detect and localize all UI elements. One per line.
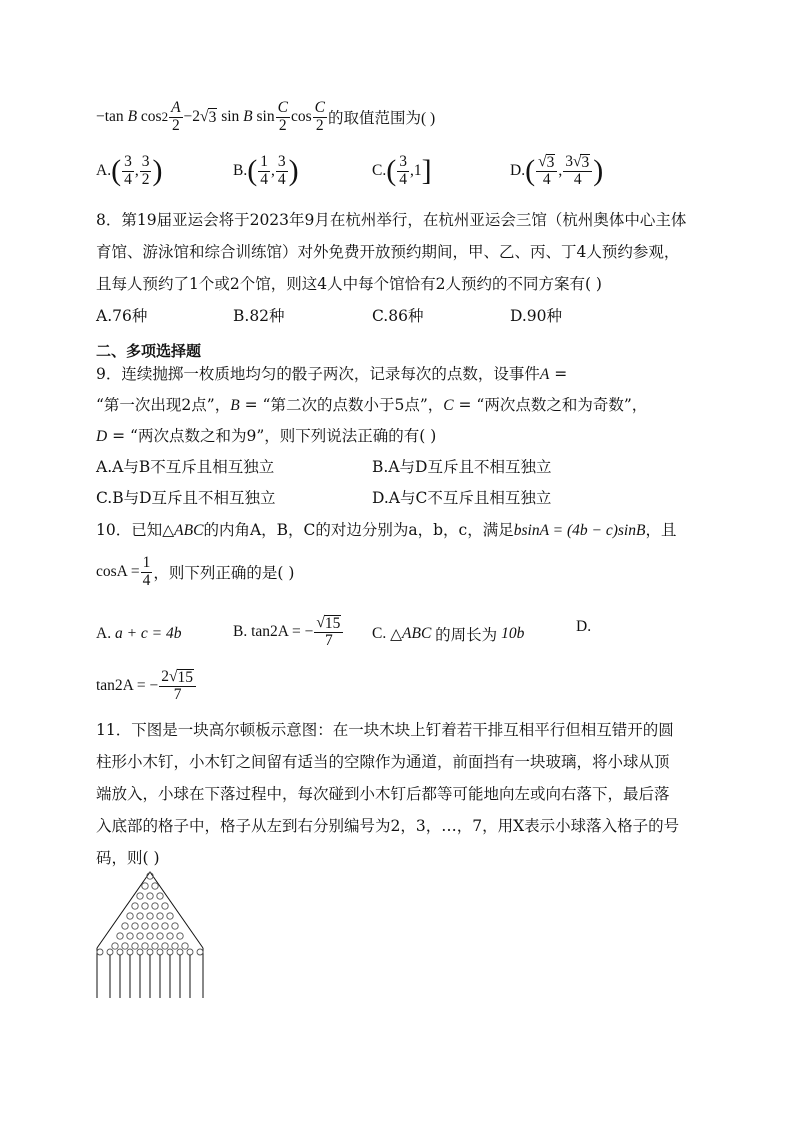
galton-peg xyxy=(117,933,123,939)
galton-peg xyxy=(167,933,173,939)
galton-board-figure xyxy=(93,868,213,1000)
galton-peg xyxy=(97,949,103,955)
galton-peg xyxy=(122,943,128,949)
galton-peg xyxy=(137,893,143,899)
galton-peg xyxy=(112,943,118,949)
galton-peg xyxy=(147,949,153,955)
q10-option-d-label: D. xyxy=(576,618,592,635)
galton-peg xyxy=(142,943,148,949)
galton-peg xyxy=(132,903,138,909)
q7-option-b: B. ( $\frac{1}{4}$ , $\frac{3}{4}$ ) xyxy=(233,153,299,188)
galton-peg xyxy=(142,923,148,929)
galton-peg xyxy=(142,903,148,909)
galton-peg xyxy=(137,913,143,919)
q9-line-3: D = “两次点数之和为9”，则下列说法正确的有( ) xyxy=(96,427,437,445)
galton-peg xyxy=(137,949,143,955)
galton-peg xyxy=(177,949,183,955)
galton-peg xyxy=(187,949,193,955)
q9-option-a: A.A与B不互斥且相互独立 xyxy=(96,458,275,476)
galton-peg xyxy=(132,923,138,929)
q10-option-d: tan2A = − 2√ 15 7 xyxy=(96,662,197,710)
galton-board-roof xyxy=(97,872,203,948)
q9-option-d: D.A与C不互斥且相互独立 xyxy=(372,489,552,507)
q11-line-1: 11．下图是一块高尔顿板示意图：在一块木块上钉着若干排互相平行但相互错开的圆 xyxy=(96,721,674,739)
q11-line-3: 端放入，小球在下落过程中，每次碰到小木钉后都等可能地向左或向右落下，最后落 xyxy=(96,785,670,803)
galton-peg xyxy=(197,949,203,955)
galton-peg xyxy=(152,923,158,929)
q7-option-d: D. ( √ 3 4 , 3√ 3 4 ) xyxy=(510,152,604,188)
q7-frac-a2: $\frac{A}{2}$ xyxy=(171,99,181,134)
q8-line-3: 且每人预约了1个或2个馆，则这4人中每个馆恰有2人预约的不同方案有( ) xyxy=(96,275,602,293)
q8-option-d: D.90种 xyxy=(510,307,563,325)
galton-peg xyxy=(152,903,158,909)
q11-line-2: 柱形小木钉，小木钉之间留有适当的空隙作为通道，前面挡有一块玻璃，将小球从顶 xyxy=(96,753,670,771)
q8-line-2: 育馆、游泳馆和综合训练馆）对外免费开放预约期间，甲、乙、丙、丁4人预约参观， xyxy=(96,243,680,261)
q10-option-b: B. tan2A = − √ 15 7 xyxy=(233,608,344,656)
q7-sqrt3: √ 3 xyxy=(200,107,217,126)
galton-peg xyxy=(162,903,168,909)
q10-option-a: A. a + c = 4b xyxy=(96,625,182,642)
galton-peg xyxy=(127,933,133,939)
galton-peg xyxy=(152,943,158,949)
q8-option-c: C.86种 xyxy=(372,307,424,325)
q8-option-a: A.76种 xyxy=(96,307,148,325)
galton-peg xyxy=(172,943,178,949)
q11-line-4: 入底部的格子中，格子从左到右分别编号为2，3，…，7，用X表示小球落入格子的号 xyxy=(96,817,680,835)
galton-peg xyxy=(122,923,128,929)
q9-line-2: “第一次出现2点”，B = “第二次的点数小于5点”，C = “两次点数之和为奇数”， xyxy=(96,396,648,414)
galton-peg xyxy=(127,949,133,955)
galton-peg xyxy=(147,913,153,919)
galton-pegs xyxy=(97,873,203,955)
galton-peg xyxy=(177,933,183,939)
galton-peg xyxy=(127,913,133,919)
galton-peg xyxy=(132,943,138,949)
galton-peg xyxy=(167,913,173,919)
galton-peg xyxy=(172,923,178,929)
q7-option-c: C. ( $\frac{3}{4}$ , 1 ] xyxy=(372,153,432,188)
q8-line-1: 8．第19届亚运会将于2023年9月在杭州举行，在杭州亚运会三馆（杭州奥体中心主体 xyxy=(96,211,687,229)
galton-peg xyxy=(147,893,153,899)
section-title-multiple-choice: 二、多项选择题 xyxy=(96,342,202,360)
q9-line-1: 9．连续抛掷一枚质地均匀的骰子两次，记录每次的点数，设事件A = xyxy=(96,365,568,383)
galton-peg xyxy=(157,933,163,939)
galton-peg xyxy=(142,883,148,889)
galton-peg xyxy=(147,933,153,939)
galton-peg xyxy=(117,949,123,955)
q9-option-c: C.B与D互斥且不相互独立 xyxy=(96,489,276,507)
galton-peg xyxy=(157,913,163,919)
galton-peg xyxy=(137,933,143,939)
galton-peg xyxy=(157,949,163,955)
q7-tail: 的取值范围为( ) xyxy=(327,110,436,127)
q7-tan: −tan xyxy=(96,108,124,125)
galton-peg xyxy=(162,923,168,929)
galton-peg xyxy=(107,949,113,955)
q9-option-b: B.A与D互斥且不相互独立 xyxy=(372,458,552,476)
galton-peg xyxy=(182,943,188,949)
q7-expression: −tan B cos 2 $\frac{A}{2}$ −2 √ 3 sin B sin $\frac{C}{2}$ cos $\frac{C}{2}$ 的取值范围为( ) xyxy=(96,99,436,134)
galton-peg xyxy=(162,943,168,949)
q10-option-c: C. △ ABC 的周长为 10b xyxy=(372,625,525,644)
q10-line-2: cosA = $\frac{1}{4}$ ，则下列正确的是( ) xyxy=(96,554,295,589)
q7-frac-c2a: $\frac{C}{2}$ xyxy=(277,99,288,134)
q10-line-1: 10．已知△ABC的内角A，B，C的对边分别为a，b，c，满足bsinA = (4b − c)sinB，且 xyxy=(96,521,677,539)
galton-peg xyxy=(167,949,173,955)
q8-option-b: B.82种 xyxy=(233,307,285,325)
galton-slots xyxy=(110,955,190,998)
q7-option-a: A. ( $\frac{3}{4}$ , $\frac{3}{2}$ ) xyxy=(96,153,163,188)
q11-line-5: 码，则( ) xyxy=(96,849,160,867)
q7-frac-c2b: $\frac{C}{2}$ xyxy=(314,99,325,134)
galton-peg xyxy=(157,893,163,899)
galton-peg xyxy=(152,883,158,889)
